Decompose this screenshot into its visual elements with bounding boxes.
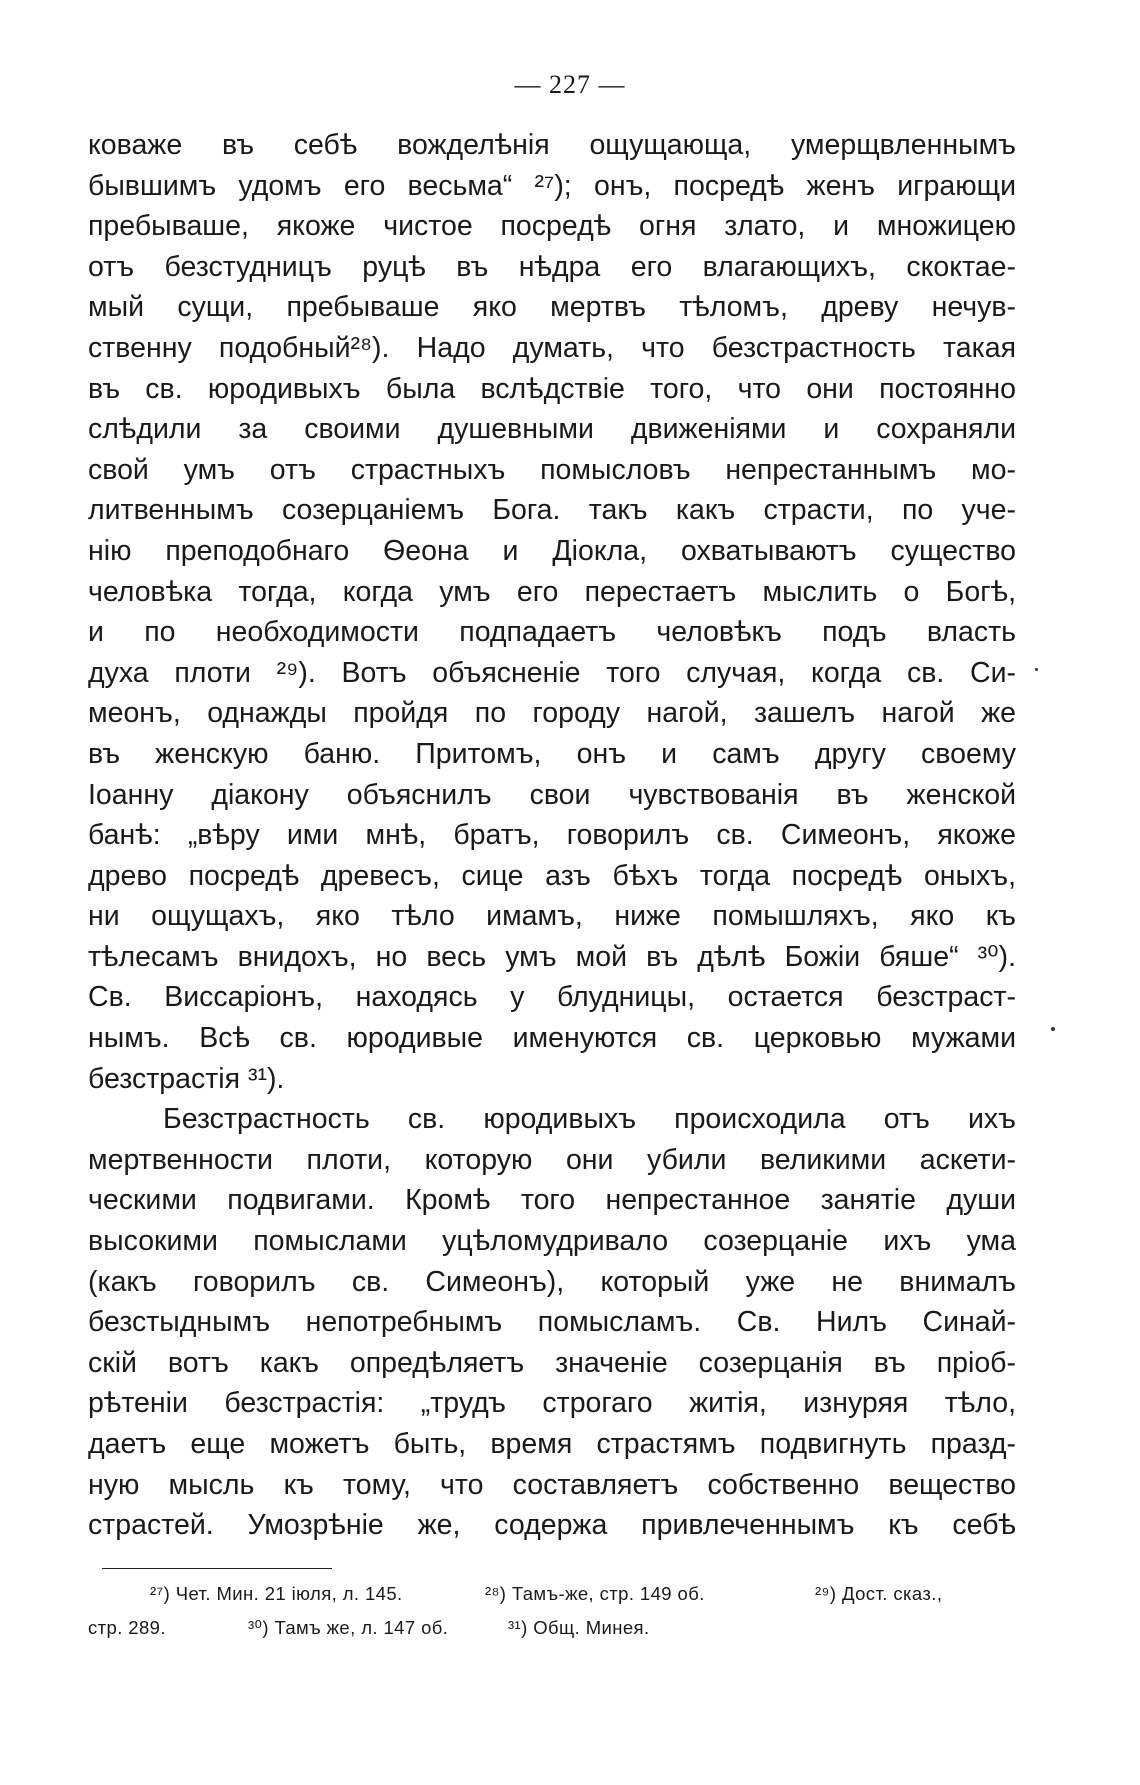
text-line: въ женскую баню. Притомъ, онъ и самъ другу своему — [88, 737, 1016, 770]
text-line: (какъ говорилъ св. Симеонъ), который уже не внималъ — [88, 1265, 1016, 1298]
text-line: и по необходимости подпадаетъ человѣкъ подъ власть — [88, 616, 1016, 649]
text-line: пребываше, якоже чистое посредѣ огня злато, и множицею — [88, 210, 1016, 243]
text-line: безстыднымъ непотребнымъ помысламъ. Св. Нилъ Синай- — [88, 1306, 1016, 1339]
footnotes — [88, 1577, 1016, 1645]
text-line: ственну подобный²⁸). Надо думать, что безстрастность такая — [88, 331, 1016, 364]
text-line: банѣ: „вѣру ими мнѣ, братъ, говорилъ св. Симеонъ, якоже — [88, 819, 1016, 852]
text-line: страстей. Умозрѣніе же, содержа привлеченнымъ къ себѣ — [88, 1509, 1016, 1542]
text-line: ческими подвигами. Кромѣ того непрестанное занятіе души — [88, 1184, 1016, 1217]
text-line: коваже въ себѣ вожделѣнія ощущающа, умерщвленнымъ — [88, 129, 1016, 161]
footnote-divider — [102, 1568, 332, 1569]
text-line: ни ощущахъ, яко тѣло имамъ, ниже помышляхъ, яко къ — [88, 900, 1016, 933]
text-line: свой умъ отъ страстныхъ помысловъ непрестаннымъ мо- — [88, 453, 1016, 486]
footnote-31: ³¹) Общ. Минея. — [508, 1617, 650, 1638]
print-speck — [1035, 668, 1038, 671]
paragraph-start-line: Безстрастность св. юродивыхъ происходила отъ ихъ — [163, 1103, 1016, 1136]
text-line: бывшимъ удомъ его весьма“ ²⁷); онъ, посредѣ женъ играющи — [88, 169, 1016, 202]
text-line: даетъ еще можетъ быть, время страстямъ подвигнуть празд- — [88, 1428, 1016, 1460]
text-line: человѣка тогда, когда умъ его перестаетъ мыслить о Богѣ, — [88, 575, 1016, 608]
text-line: рѣтеніи безстрастія: „трудъ строгаго житія, изнуряя тѣло, — [88, 1387, 1016, 1420]
text-line: Св. Виссаріонъ, находясь у блудницы, остается безстраст- — [88, 981, 1016, 1014]
text-line: тѣлесамъ внидохъ, но весь умъ мой въ дѣлѣ Божіи бяше“ ³⁰). — [88, 940, 1016, 973]
print-speck — [1051, 1027, 1055, 1031]
text-line: мый сущи, пребываше яко мертвъ тѣломъ, древу нечув- — [88, 291, 1016, 324]
text-line: духа плоти ²⁹). Вотъ объясненіе того случая, когда св. Си- — [88, 656, 1016, 689]
text-line: нымъ. Всѣ св. юродивые именуются св. церковью мужами — [88, 1022, 1016, 1055]
text-line: нію преподобнаго Ѳеона и Діокла, охватываютъ существо — [88, 534, 1016, 567]
text-line: мертвенности плоти, которую они убили великими аскети- — [88, 1143, 1016, 1176]
footnote-27: ²⁷) Чет. Мин. 21 іюля, л. 145. — [150, 1583, 403, 1604]
text-line: ную мысль къ тому, что составляетъ собственно вещество — [88, 1468, 1016, 1501]
text-line: высокими помыслами уцѣломудривало созерцаніе ихъ ума — [88, 1225, 1016, 1258]
footnote-30: ³⁰) Тамъ же, л. 147 об. — [248, 1617, 449, 1638]
footnote-28: ²⁸) Тамъ-же, стр. 149 об. — [485, 1583, 705, 1604]
footnote-29-continued: стр. 289. — [88, 1617, 166, 1638]
text-line: Іоанну діакону объяснилъ свои чувствованія въ женской — [88, 778, 1016, 811]
text-line: слѣдили за своими душевными движеніями и сохраняли — [88, 413, 1016, 446]
text-line: литвеннымъ созерцаніемъ Бога. такъ какъ страсти, по уче- — [88, 494, 1016, 527]
text-line: въ св. юродивыхъ была вслѣдствіе того, что они постоянно — [88, 372, 1016, 405]
text-line: древо посредѣ древесъ, сице азъ бѣхъ тогда посредѣ оныхъ, — [88, 859, 1016, 892]
text-line: скій вотъ какъ опредѣляетъ значеніе созерцанія въ пріоб- — [88, 1346, 1016, 1379]
paragraph-end-line: безстрастія ³¹). — [88, 1062, 285, 1095]
footnote-29: ²⁹) Дост. сказ., — [815, 1583, 943, 1604]
page-number: — 227 — — [514, 70, 626, 99]
text-line: отъ безстудницъ руцѣ въ нѣдра его влагающихъ, скоктае- — [88, 250, 1016, 283]
footnote-line — [88, 1611, 1016, 1645]
footnote-line — [88, 1577, 1016, 1611]
body-text — [88, 125, 1016, 1546]
text-line: меонъ, однажды пройдя по городу нагой, зашелъ нагой же — [88, 697, 1016, 730]
